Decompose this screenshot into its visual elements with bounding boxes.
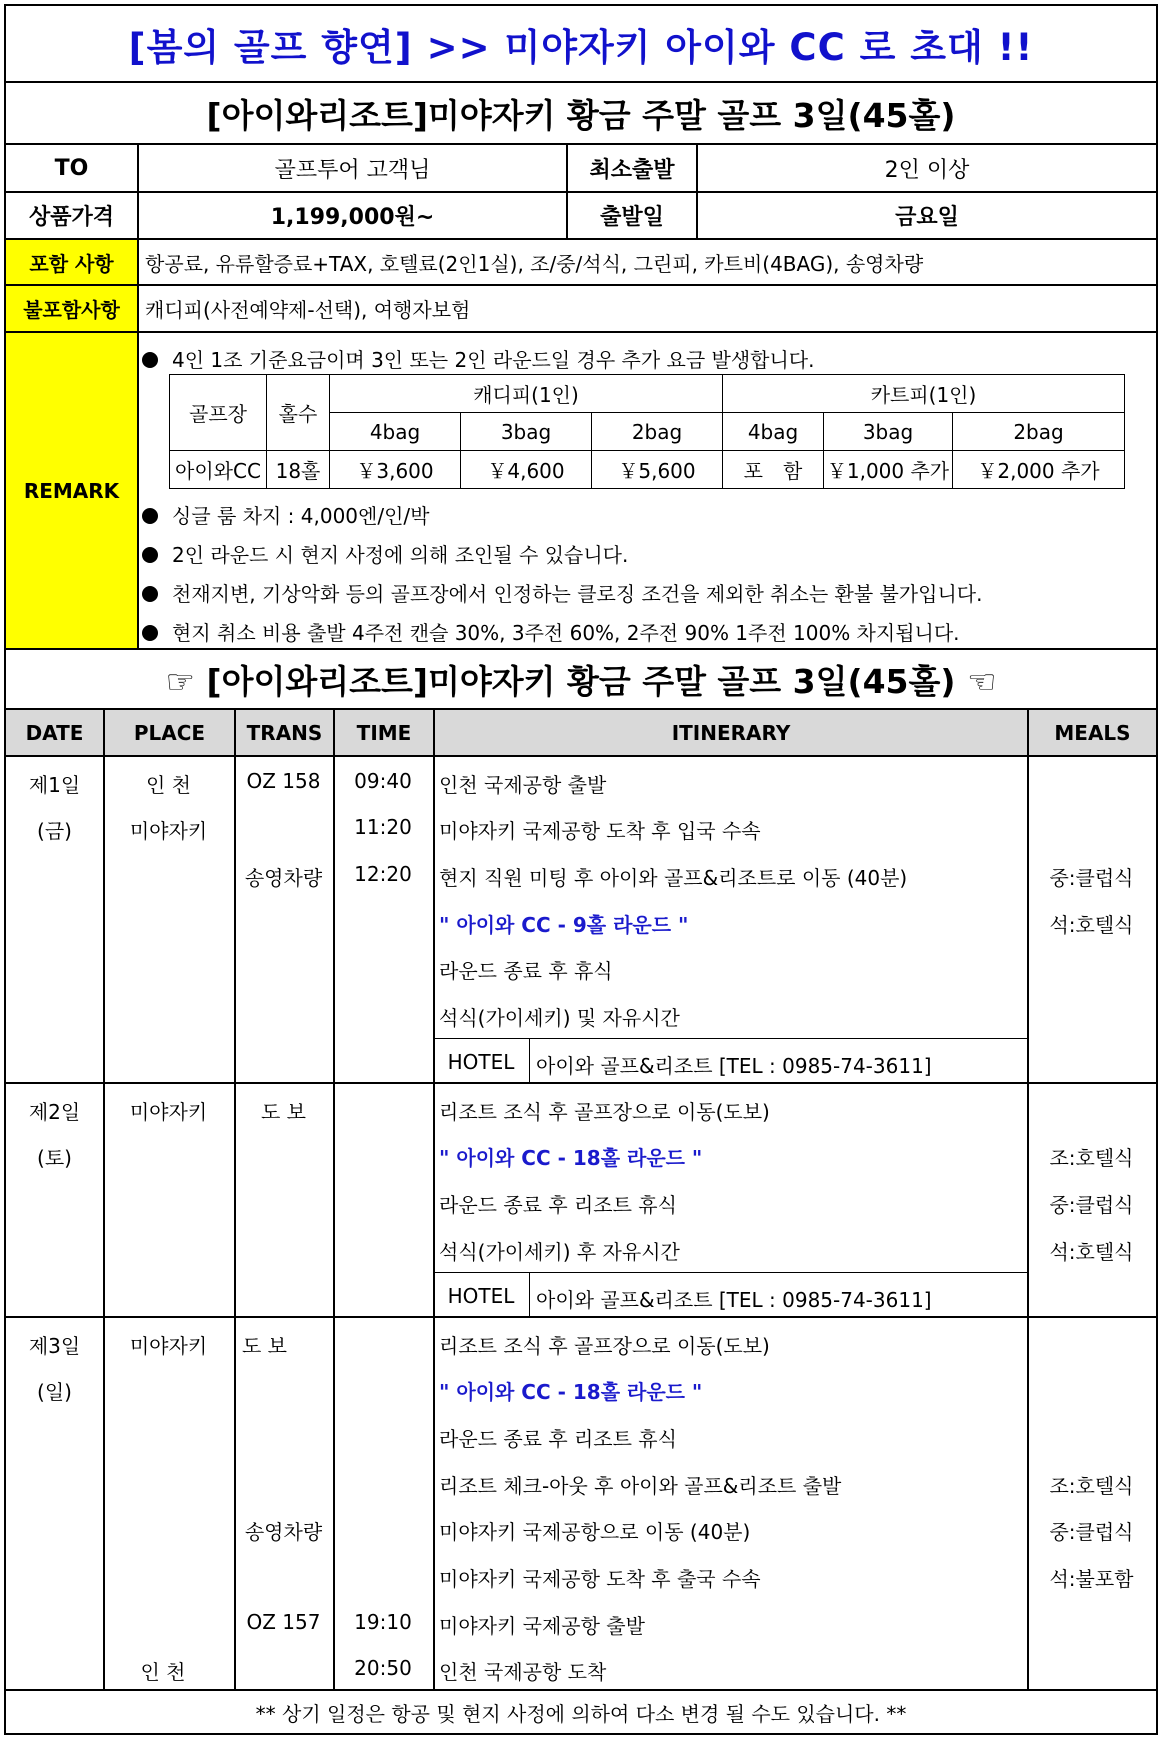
bullet-dot-icon bbox=[142, 508, 158, 524]
header-time: TIME bbox=[333, 710, 433, 755]
header-place: PLACE bbox=[103, 710, 234, 755]
header-meals: MEALS bbox=[1027, 710, 1156, 755]
header-trans: TRANS bbox=[234, 710, 333, 755]
fee-value-cell: ￥4,600 bbox=[461, 451, 592, 489]
info-row-price bbox=[6, 193, 1156, 240]
day1-time: 12:20 bbox=[354, 862, 412, 886]
day1-place: 인 천 bbox=[146, 773, 191, 797]
to-label: TO bbox=[54, 155, 89, 181]
banner-title: [봄의 골프 향연] >> 미야자키 아이와 CC 로 초대 !! bbox=[128, 25, 1034, 69]
day1-time: 11:20 bbox=[354, 815, 412, 839]
header-itinerary: ITINERARY bbox=[433, 710, 1027, 755]
day1-round-highlight: " 아이와 CC - 9홀 라운드 " bbox=[439, 913, 689, 937]
day1-itinerary-item: 현지 직원 미팅 후 아이와 골프&리조트로 이동 (40분) bbox=[439, 866, 908, 890]
day2-hotel-label: HOTEL bbox=[447, 1284, 515, 1308]
footer-row bbox=[6, 1691, 1156, 1733]
day3-meal: 중:클럽식 bbox=[1049, 1520, 1134, 1544]
day3-itinerary-item: 미야자키 국제공항 도착 후 출국 수속 bbox=[439, 1567, 761, 1591]
day3-time: 19:10 bbox=[354, 1610, 412, 1634]
fee-bag-header: 2bag bbox=[592, 413, 723, 451]
day3-dow: (일) bbox=[37, 1380, 72, 1404]
itinerary-title-row bbox=[6, 648, 1156, 710]
bullet-dot-icon bbox=[142, 352, 158, 368]
bullet-dot-icon bbox=[142, 625, 158, 641]
day3-place: 인 천 bbox=[140, 1660, 186, 1684]
day1-block bbox=[6, 757, 1156, 1084]
fee-col-course-header: 골프장 bbox=[170, 375, 267, 451]
fee-table bbox=[169, 374, 1125, 489]
day3-date: 제3일 bbox=[28, 1334, 81, 1358]
fee-bag-header: 3bag bbox=[824, 413, 953, 451]
day1-place: 미야자키 bbox=[129, 819, 208, 843]
day1-itinerary-item: 라운드 종료 후 휴식 bbox=[439, 959, 613, 983]
page-title: [아이와리조트]미야자키 황금 주말 골프 3일(45홀) bbox=[206, 95, 956, 135]
fee-col-holes-header: 홀수 bbox=[267, 375, 330, 451]
header-date: DATE bbox=[25, 720, 84, 745]
day3-round-highlight: " 아이와 CC - 18홀 라운드 " bbox=[439, 1380, 703, 1404]
fee-value-cell: ￥1,000 추가 bbox=[824, 451, 953, 489]
bullet-dot-icon bbox=[142, 586, 158, 602]
day1-hotel-row bbox=[433, 1038, 1027, 1084]
day1-itinerary-item: 미야자키 국제공항 도착 후 입국 수속 bbox=[439, 819, 761, 843]
min-label: 최소출발 bbox=[566, 145, 696, 191]
to-value: 골프투어 고객님 bbox=[137, 145, 566, 191]
fee-value-cell: ￥3,600 bbox=[330, 451, 461, 489]
depart-value: 금요일 bbox=[696, 193, 1156, 238]
fee-value-cell: 포 함 bbox=[723, 451, 824, 489]
day1-itinerary-item: 인천 국제공항 출발 bbox=[439, 773, 607, 797]
day2-meal: 중:클럽식 bbox=[1049, 1193, 1134, 1217]
day3-trans: 송영차량 bbox=[244, 1520, 323, 1544]
day1-dow: (금) bbox=[37, 819, 72, 843]
day3-itinerary-item: 미야자키 국제공항 출발 bbox=[439, 1614, 645, 1638]
remark-bullet: 4인 1조 기준요금이며 3인 또는 2인 라운드일 경우 추가 요금 발생합니다. bbox=[142, 344, 814, 373]
banner-row bbox=[6, 6, 1156, 83]
remark-bullet: 천재지변, 기상악화 등의 골프장에서 인정하는 클로징 조건을 제외한 취소는 환불 불가입니다. bbox=[142, 578, 982, 607]
itinerary-document bbox=[4, 4, 1158, 1735]
fee-value-cell: ￥2,000 추가 bbox=[953, 451, 1125, 489]
include-value: 항공료, 유류할증료+TAX, 호텔료(2인1실), 조/중/석식, 그린피, 카트비(4BAG), 송영차량 bbox=[137, 240, 1156, 284]
day1-hotel-name: 아이와 골프&리조트 [TEL : 0985-74-3611] bbox=[536, 1054, 932, 1078]
exclude-row bbox=[6, 286, 1156, 333]
day2-itinerary-item: 리조트 조식 후 골프장으로 이동(도보) bbox=[439, 1100, 770, 1124]
include-row bbox=[6, 240, 1156, 286]
fee-holes-cell: 18홀 bbox=[267, 451, 330, 489]
exclude-label: 불포함사항 bbox=[6, 286, 137, 331]
info-row-to bbox=[6, 145, 1156, 193]
day2-place: 미야자키 bbox=[129, 1100, 208, 1124]
title-row bbox=[6, 83, 1156, 145]
day3-place: 미야자키 bbox=[129, 1334, 208, 1358]
exclude-value: 캐디피(사전예약제-선택), 여행자보험 bbox=[137, 286, 1156, 331]
day3-itinerary-item: 미야자키 국제공항으로 이동 (40분) bbox=[439, 1520, 751, 1544]
day2-round-highlight: " 아이와 CC - 18홀 라운드 " bbox=[439, 1146, 703, 1170]
price-label: 상품가격 bbox=[28, 205, 114, 230]
day3-block bbox=[6, 1318, 1156, 1691]
remark-bullet: 2인 라운드 시 현지 사정에 의해 조인될 수 있습니다. bbox=[142, 539, 628, 568]
day3-itinerary-item: 인천 국제공항 도착 bbox=[439, 1660, 607, 1684]
day2-block bbox=[6, 1084, 1156, 1318]
fee-col-caddie-header: 캐디피(1인) bbox=[330, 375, 723, 413]
include-label: 포함 사항 bbox=[6, 240, 137, 284]
day2-hotel-row bbox=[433, 1272, 1027, 1318]
price-value: 1,199,000원~ bbox=[137, 193, 566, 238]
day3-itinerary-item: 리조트 조식 후 골프장으로 이동(도보) bbox=[439, 1334, 770, 1358]
day2-meal: 조:호텔식 bbox=[1049, 1146, 1134, 1170]
day3-trans: 도 보 bbox=[242, 1334, 287, 1358]
day3-meal: 조:호텔식 bbox=[1049, 1474, 1134, 1498]
remark-bullet: 현지 취소 비용 출발 4주전 캔슬 30%, 3주전 60%, 2주전 90% 1주전 100% 차지됩니다. bbox=[142, 617, 960, 646]
remark-label: REMARK bbox=[6, 333, 137, 648]
bullet-dot-icon bbox=[142, 547, 158, 563]
fee-col-cart-header: 카트피(1인) bbox=[723, 375, 1125, 413]
fee-bag-header: 4bag bbox=[723, 413, 824, 451]
depart-label: 출발일 bbox=[566, 193, 696, 238]
fee-value-cell: ￥5,600 bbox=[592, 451, 723, 489]
day2-itinerary-item: 석식(가이세키) 후 자유시간 bbox=[439, 1240, 680, 1264]
day1-meal: 석:호텔식 bbox=[1049, 913, 1134, 937]
day3-meal: 석:불포함 bbox=[1049, 1567, 1134, 1591]
day2-itinerary-item: 라운드 종료 후 리조트 휴식 bbox=[439, 1193, 677, 1217]
day1-time: 09:40 bbox=[354, 769, 412, 793]
day3-time: 20:50 bbox=[354, 1656, 412, 1680]
day2-dow: (토) bbox=[37, 1146, 72, 1170]
itinerary-header-row bbox=[6, 710, 1156, 757]
day1-trans: 송영차량 bbox=[244, 866, 323, 890]
day2-trans: 도 보 bbox=[261, 1100, 306, 1124]
day1-meal: 중:클럽식 bbox=[1049, 866, 1134, 890]
day3-itinerary-item: 리조트 체크-아웃 후 아이와 골프&리조트 출발 bbox=[439, 1474, 842, 1498]
footer-note: ** 상기 일정은 항공 및 현지 사정에 의하여 다소 변경 될 수도 있습니다. ** bbox=[255, 1701, 907, 1726]
day3-itinerary-item: 라운드 종료 후 리조트 휴식 bbox=[439, 1427, 677, 1451]
itinerary-title: ☞ [아이와리조트]미야자키 황금 주말 골프 3일(45홀) ☜ bbox=[165, 661, 997, 701]
day2-hotel-name: 아이와 골프&리조트 [TEL : 0985-74-3611] bbox=[536, 1288, 932, 1312]
fee-bag-header: 2bag bbox=[953, 413, 1125, 451]
fee-course-cell: 아이와CC bbox=[170, 451, 267, 489]
fee-bag-header: 3bag bbox=[461, 413, 592, 451]
day1-trans: OZ 158 bbox=[246, 769, 321, 793]
day1-hotel-label: HOTEL bbox=[447, 1050, 515, 1074]
fee-bag-header: 4bag bbox=[330, 413, 461, 451]
day2-date: 제2일 bbox=[28, 1100, 81, 1124]
day1-date: 제1일 bbox=[28, 773, 81, 797]
min-value: 2인 이상 bbox=[696, 145, 1156, 191]
day1-itinerary-item: 석식(가이세키) 및 자유시간 bbox=[439, 1006, 680, 1030]
day2-meal: 석:호텔식 bbox=[1049, 1240, 1134, 1264]
day3-trans: OZ 157 bbox=[246, 1610, 321, 1634]
remark-bullet: 싱글 룸 차지 : 4,000엔/인/박 bbox=[142, 500, 429, 529]
